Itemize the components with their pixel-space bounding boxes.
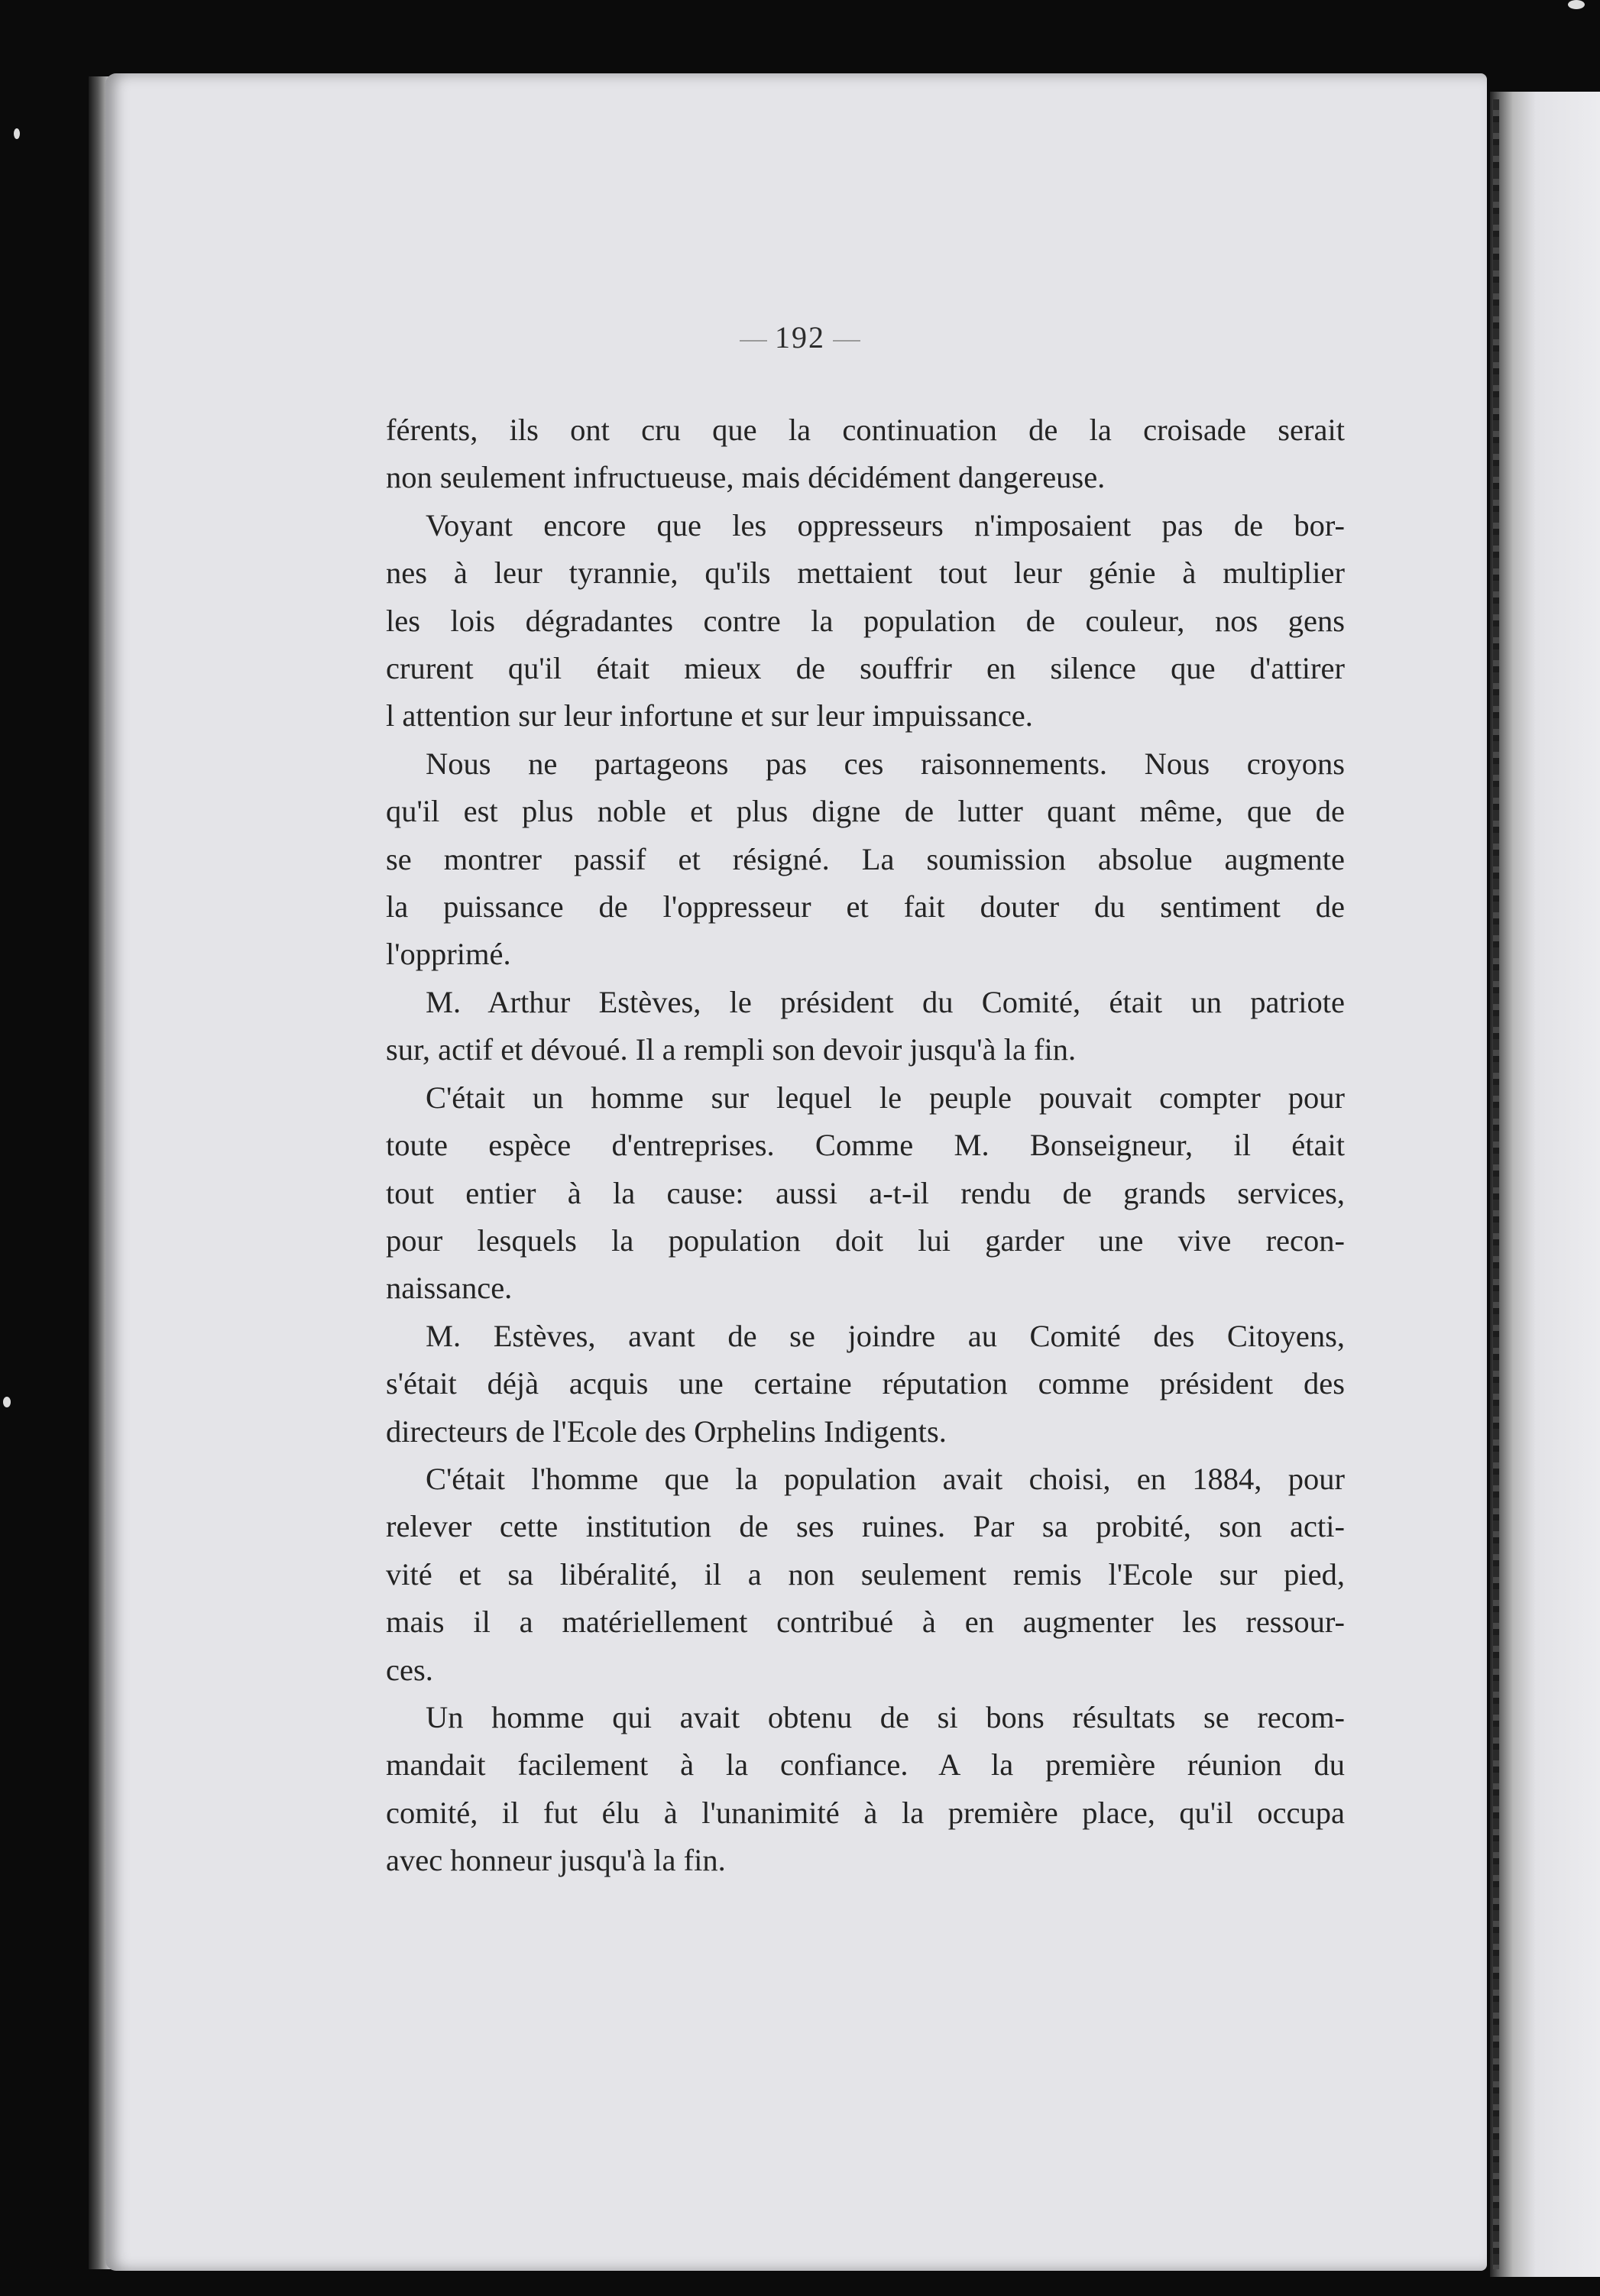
text-line: relever cette institution de ses ruines. Par sa probité, son acti- <box>386 1509 1345 1544</box>
text-line: naissance. <box>386 1271 513 1306</box>
folio-dash-right <box>833 340 860 342</box>
text-line: se montrer passif et résigné. La soumission absolue augmente <box>386 841 1345 876</box>
text-line: M. Estèves, avant de se joindre au Comité des Citoyens, <box>426 1318 1345 1353</box>
text-line: comité, il fut élu à l'unanimité à la première place, qu'il occupa <box>386 1795 1345 1830</box>
text-line: mais il a matériellement contribué à en augmenter les ressour- <box>386 1605 1345 1640</box>
text-line: pour lesquels la population doit lui garder une vive recon- <box>386 1222 1345 1258</box>
scan-speck <box>1568 0 1585 9</box>
text-line: la puissance de l'oppresseur et fait douter du sentiment de <box>386 889 1345 925</box>
scan-speck <box>14 128 20 139</box>
text-line: avec honneur jusqu'à la fin. <box>386 1843 726 1878</box>
text-line: Voyant encore que les oppresseurs n'imposaient pas de bor- <box>426 507 1345 542</box>
text-line: l attention sur leur infortune et sur leur impuissance. <box>386 698 1033 733</box>
text-line: mandait facilement à la confiance. A la première réunion du <box>386 1747 1345 1783</box>
text-line: non seulement infructueuse, mais décidément dangereuse. <box>386 460 1106 495</box>
body-text <box>386 406 1345 1885</box>
page-number-text: 192 <box>775 320 825 355</box>
text-line: C'était l'homme que la population avait choisi, en 1884, pour <box>426 1461 1345 1496</box>
text-line: férents, ils ont cru que la continuation de la croisade serait <box>386 413 1345 447</box>
text-line: directeurs de l'Ecole des Orphelins Indigents. <box>386 1414 947 1449</box>
text-line: ces. <box>386 1652 433 1687</box>
text-line: tout entier à la cause: aussi a-t-il rendu de grands services, <box>386 1175 1345 1210</box>
text-line: l'opprimé. <box>386 937 511 972</box>
text-line: toute espèce d'entreprises. Comme M. Bonseigneur, il était <box>386 1128 1345 1163</box>
text-line: s'était déjà acquis une certaine réputation comme président des <box>386 1366 1345 1401</box>
text-line: Un homme qui avait obtenu de si bons résultats se recom- <box>426 1699 1345 1734</box>
scan-speck <box>3 1397 11 1407</box>
binding-gutter <box>1493 99 1499 2269</box>
text-line: vité et sa libéralité, il a non seulement remis l'Ecole sur pied, <box>386 1556 1345 1592</box>
folio-dash-left <box>740 340 767 342</box>
text-line: Nous ne partageons pas ces raisonnements. Nous croyons <box>426 746 1345 781</box>
text-line: C'était un homme sur lequel le peuple pouvait compter pour <box>426 1080 1345 1115</box>
text-line: nes à leur tyrannie, qu'ils mettaient tout leur génie à multiplier <box>386 555 1345 591</box>
text-line: les lois dégradantes contre la population de couleur, nos gens <box>386 603 1345 638</box>
adjacent-page-edge <box>1490 92 1600 2277</box>
text-line: sur, actif et dévoué. Il a rempli son devoir jusqu'à la fin. <box>386 1032 1077 1067</box>
text-line: M. Arthur Estèves, le président du Comité, était un patriote <box>426 984 1345 1019</box>
text-line: qu'il est plus noble et plus digne de lutter quant même, que de <box>386 794 1345 829</box>
page-number <box>0 319 1600 355</box>
text-line: crurent qu'il était mieux de souffrir en silence que d'attirer <box>386 651 1345 686</box>
